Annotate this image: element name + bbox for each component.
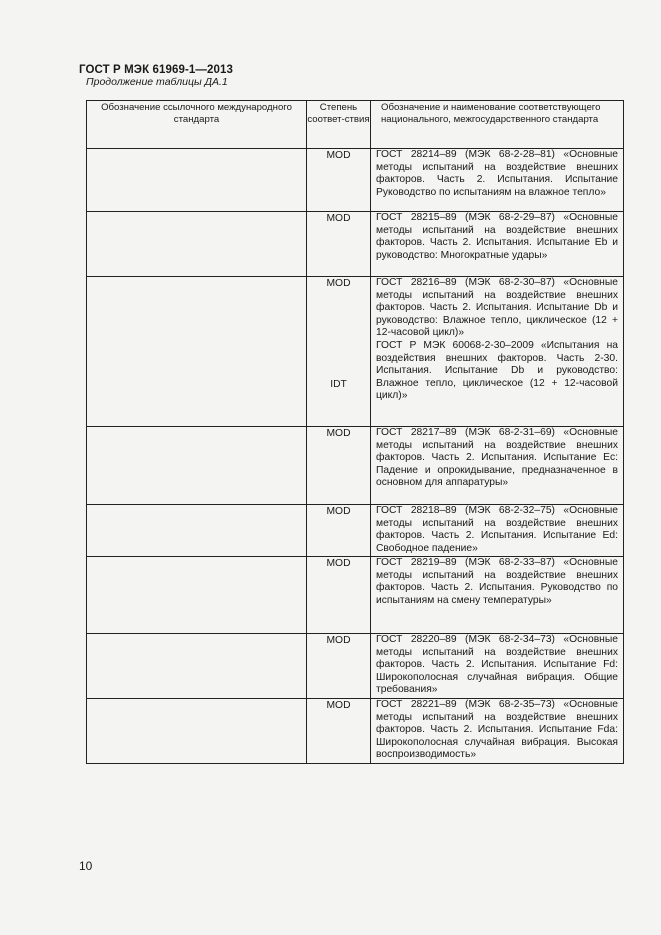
conformity-degree-cell: MOD <box>307 505 371 557</box>
national-standard-cell: ГОСТ 28219–89 (МЭК 68-2-33–87) «Основные методы испытаний на воздействие внешних факторов. Часть 2. Испытания. Руководство по испытаниям на смену температуры» <box>371 557 624 634</box>
column-header-conformity-degree: Степень соответ-ствия <box>307 101 371 149</box>
international-standard-cell <box>87 505 307 557</box>
international-standard-cell <box>87 212 307 277</box>
conformity-degree-cell: MOD <box>307 699 371 764</box>
conformity-degree-value: IDT <box>330 379 347 390</box>
table-row <box>87 505 624 557</box>
page-number: 10 <box>79 859 93 873</box>
table-row <box>87 699 624 764</box>
table-row <box>87 212 624 277</box>
national-standard-entry: ГОСТ 28216–89 (МЭК 68-2-30–87) «Основные методы испытаний на воздействие внешних факторов. Часть 2. Испытания. Испытание Db и руководство: Влажное тепло, циклическое (12 + 12-часовой цикл)» <box>376 277 618 339</box>
national-standard-cell: ГОСТ 28221–89 (МЭК 68-2-35–73) «Основные методы испытаний на воздействие внешних факторов. Часть 2. Испытания. Испытание Fda: Широкополосная случайная вибрация. Высокая воспроизводимость» <box>371 699 624 764</box>
international-standard-cell <box>87 699 307 764</box>
conformity-degree-cell: MOD <box>307 212 371 277</box>
conformity-degree-cell: MOD <box>307 557 371 634</box>
conformity-degree-cell: MOD <box>307 427 371 505</box>
table-row <box>87 277 624 427</box>
table-row <box>87 634 624 699</box>
column-header-international-standard: Обозначение ссылочного международного стандарта <box>87 101 307 149</box>
table-row <box>87 557 624 634</box>
national-standard-cell: ГОСТ 28217–89 (МЭК 68-2-31–69) «Основные методы испытаний на воздействие внешних факторов. Часть 2. Испытания. Испытание Ec: Падение и опрокидывание, предназначенное в основном для аппаратуры» <box>371 427 624 505</box>
national-standard-entry: ГОСТ Р МЭК 60068-2-30–2009 «Испытания на воздействия внешних факторов. Часть 2-30. Испытания. Испытание Db и руководство: Влажное тепло, циклическое (12 + 12-часовой цикл)» <box>376 339 618 402</box>
table-row <box>87 149 624 212</box>
international-standard-cell <box>87 634 307 699</box>
international-standard-cell <box>87 149 307 212</box>
standards-table <box>86 100 624 764</box>
national-standard-cell: ГОСТ 28218–89 (МЭК 68-2-32–75) «Основные методы испытаний на воздействие внешних факторов. Часть 2. Испытания. Испытание Ed: Свободное падение» <box>371 505 624 557</box>
table-header-row <box>87 101 624 149</box>
document-code: ГОСТ Р МЭК 61969-1—2013 <box>79 64 233 76</box>
national-standard-cell <box>371 277 624 427</box>
conformity-degree-value: MOD <box>326 278 351 289</box>
international-standard-cell <box>87 557 307 634</box>
conformity-degree-cell: MOD <box>307 149 371 212</box>
conformity-degree-cell: MOD <box>307 634 371 699</box>
national-standard-cell: ГОСТ 28215–89 (МЭК 68-2-29–87) «Основные методы испытаний на воздействие внешних факторов. Часть 2. Испытания. Испытание Eb и руководство: Многократные удары» <box>371 212 624 277</box>
table-continuation-caption: Продолжение таблицы ДА.1 <box>86 76 228 88</box>
national-standard-cell: ГОСТ 28214–89 (МЭК 68-2-28–81) «Основные методы испытаний на воздействие внешних факторов. Часть 2. Испытания. Испытание Руководство по испытаниям на влажное тепло» <box>371 149 624 212</box>
table-row <box>87 427 624 505</box>
column-header-national-standard: Обозначение и наименование соответствующего национального, межгосударственного стандарта <box>371 101 624 149</box>
national-standard-cell: ГОСТ 28220–89 (МЭК 68-2-34–73) «Основные методы испытаний на воздействие внешних факторов. Часть 2. Испытания. Испытание Fd: Широкополосная случайная вибрация. Общие требования» <box>371 634 624 699</box>
international-standard-cell <box>87 427 307 505</box>
international-standard-cell <box>87 277 307 427</box>
conformity-degree-cell <box>307 277 371 427</box>
